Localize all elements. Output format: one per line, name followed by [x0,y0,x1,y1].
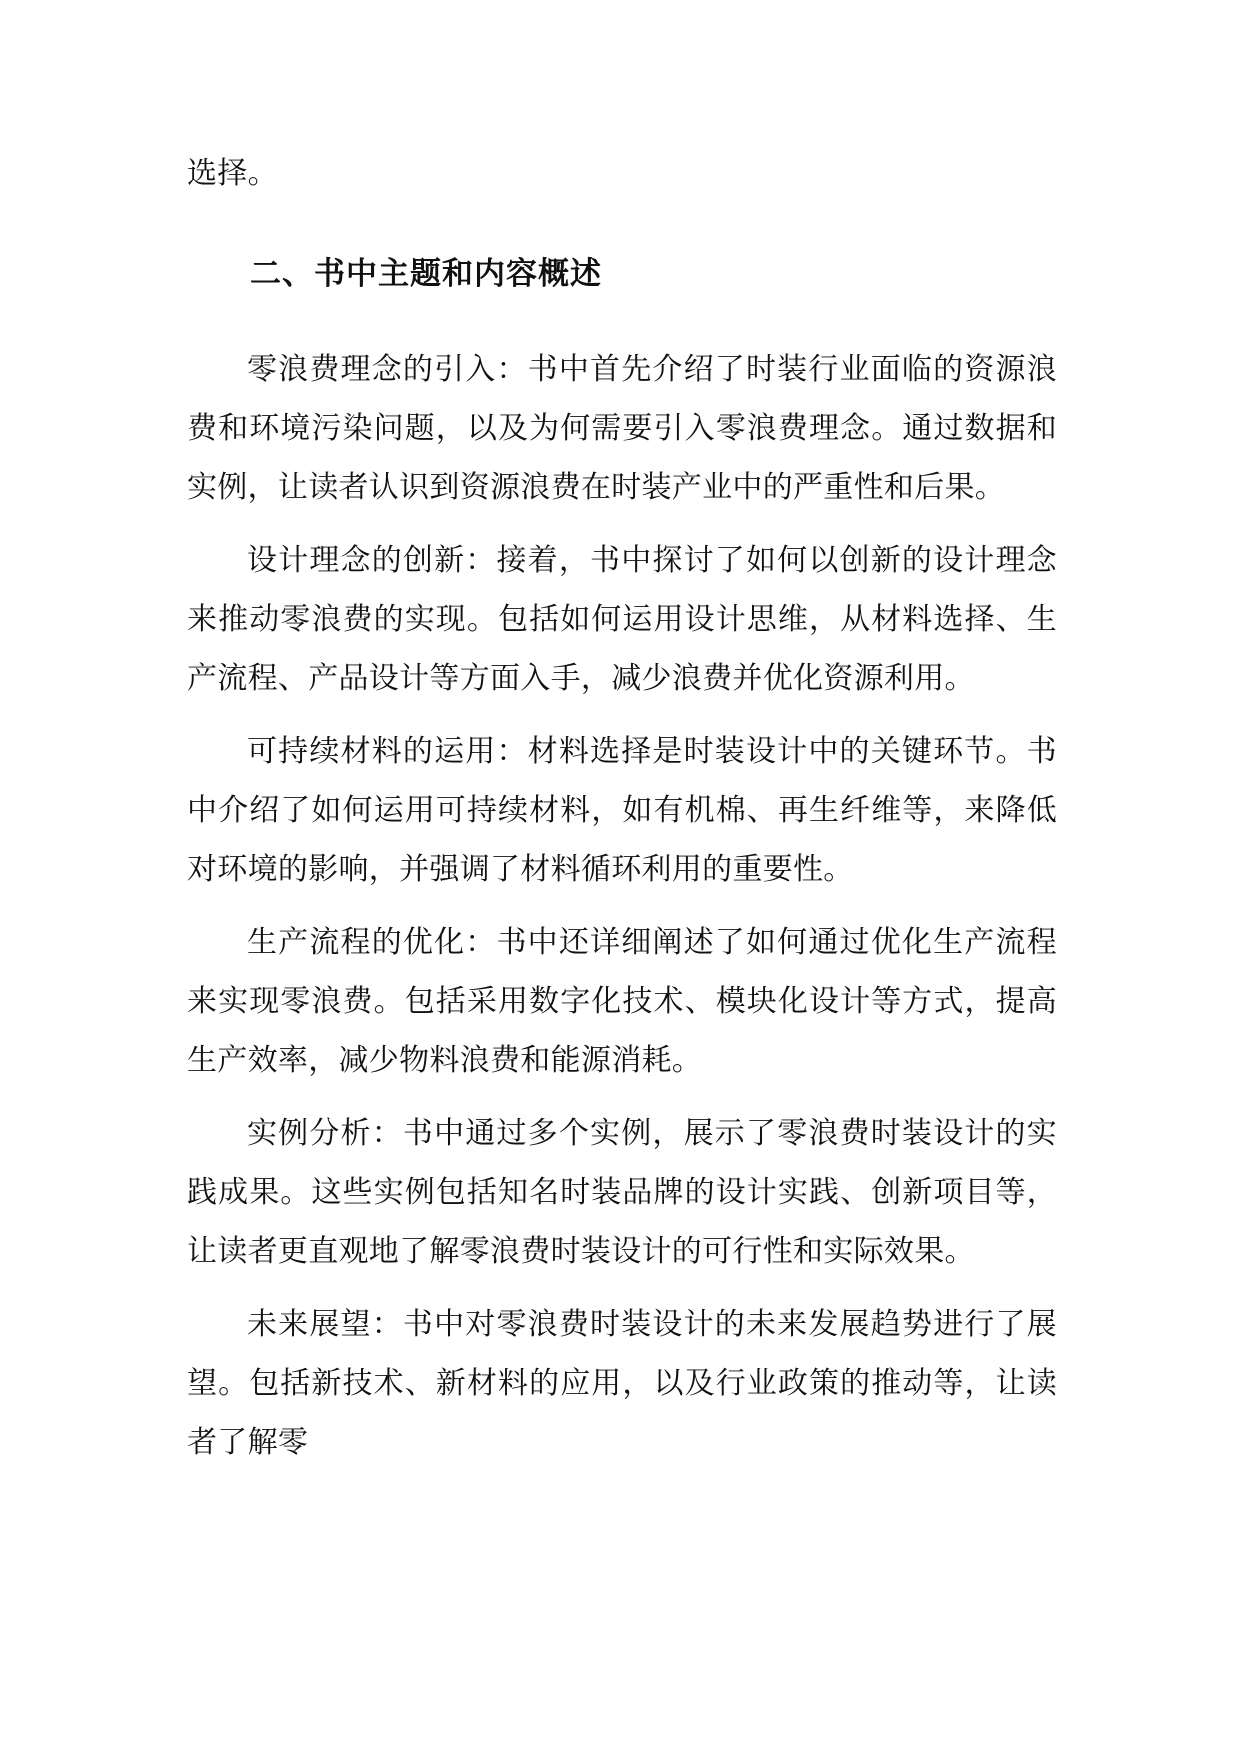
continuation-text-block [187,144,1057,203]
paragraph-production-optimization: 生产流程的优化：书中还详细阐述了如何通过优化生产流程来实现零浪费。包括采用数字化技术、模块化设计等方式，提高生产效率，减少物料浪费和能源消耗。 [187,925,1057,1078]
section-heading: 二、书中主题和内容概述 [250,256,602,292]
continuation-text: 选择。 [187,156,278,191]
paragraph-case-analysis: 实例分析：书中通过多个实例，展示了零浪费时装设计的实践成果。这些实例包括知名时装品牌的设计实践、创新项目等，让读者更直观地了解零浪费时装设计的可行性和实际效果。 [187,1116,1057,1269]
section-body [187,340,1057,1472]
paragraph-future-outlook: 未来展望：书中对零浪费时装设计的未来发展趋势进行了展望。包括新技术、新材料的应用，以及行业政策的推动等，让读者了解零 [187,1307,1057,1460]
paragraph-design-innovation: 设计理念的创新：接着，书中探讨了如何以创新的设计理念来推动零浪费的实现。包括如何运用设计思维，从材料选择、生产流程、产品设计等方面入手，减少浪费并优化资源利用。 [187,543,1057,696]
paragraph-sustainable-materials: 可持续材料的运用：材料选择是时装设计中的关键环节。书中介绍了如何运用可持续材料，如有机棉、再生纤维等，来降低对环境的影响，并强调了材料循环利用的重要性。 [187,734,1057,887]
paragraph-zero-waste-intro: 零浪费理念的引入：书中首先介绍了时装行业面临的资源浪费和环境污染问题，以及为何需要引入零浪费理念。通过数据和实例，让读者认识到资源浪费在时装产业中的严重性和后果。 [187,352,1057,505]
